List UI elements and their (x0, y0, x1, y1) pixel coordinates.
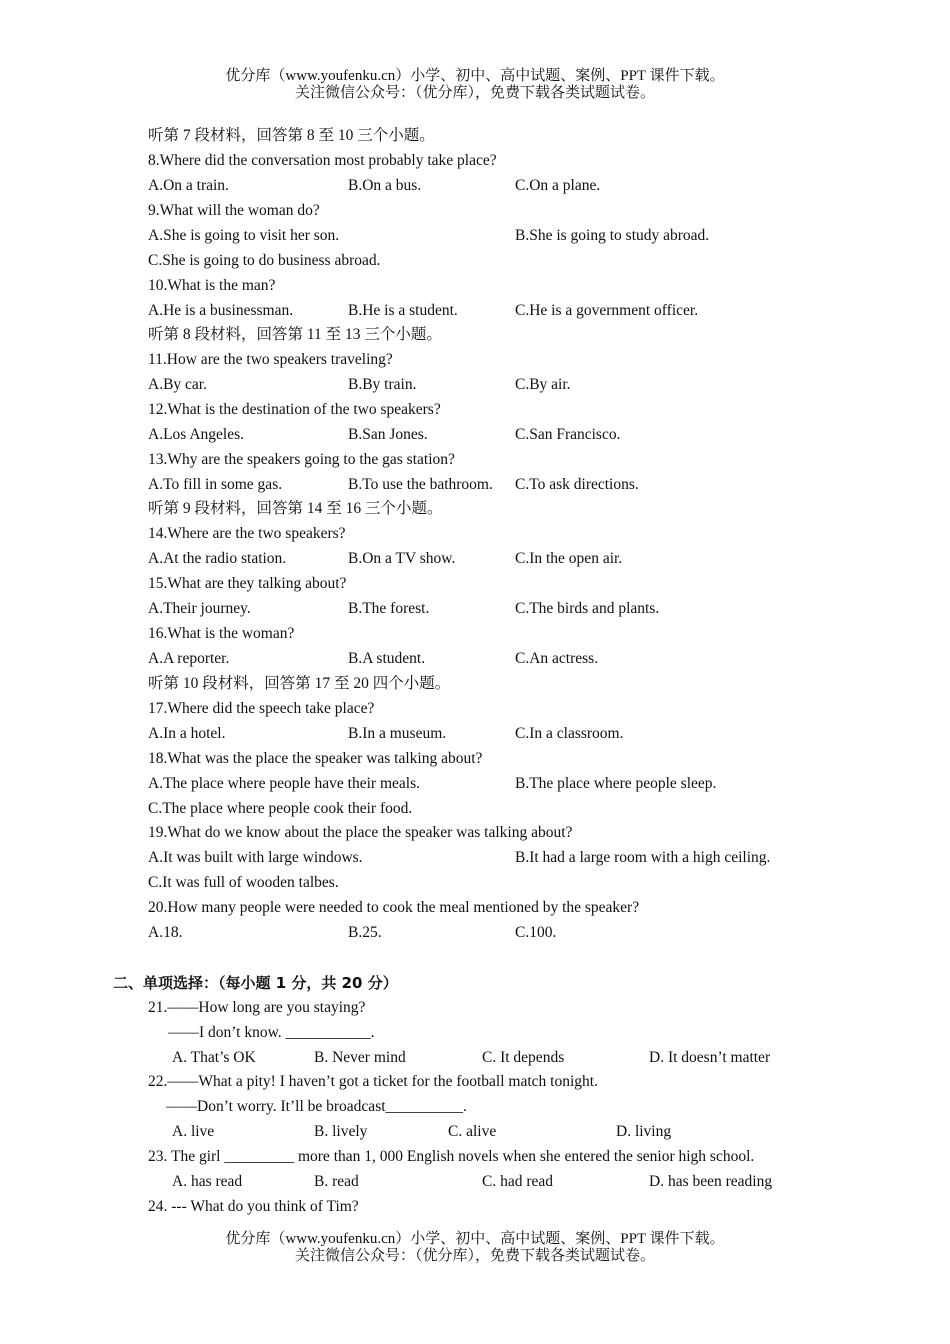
option-16a: A.A reporter. (148, 650, 230, 667)
option-14b: B.On a TV show. (348, 550, 456, 567)
options-row-14 (0, 548, 950, 570)
options-row-22 (0, 1121, 950, 1143)
option-21d: D. It doesn’t matter (649, 1049, 771, 1066)
question-22-line-1: 22.——What a pity! I haven’t got a ticket for the football match tonight. (148, 1073, 598, 1090)
option-8b: B.On a bus. (348, 177, 422, 194)
option-13b: B.To use the bathroom. (348, 476, 493, 493)
option-9b: B.She is going to study abroad. (515, 227, 710, 244)
option-19b: B.It had a large room with a high ceiling. (515, 849, 771, 866)
option-9c: C.She is going to do business abroad. (148, 252, 381, 269)
option-16c: C.An actress. (515, 650, 599, 667)
option-13a: A.To fill in some gas. (148, 476, 283, 493)
option-22a: A. live (172, 1123, 215, 1140)
option-23a: A. has read (172, 1173, 243, 1190)
option-10b: B.He is a student. (348, 302, 458, 319)
question-11: 11.How are the two speakers traveling? (148, 351, 393, 368)
header-line-1: 优分库（www.youfenku.cn）小学、初中、高中试题、案例、PPT 课件下载。 (225, 68, 725, 84)
section-7-instruction: 听第 7 段材料，回答第 8 至 10 三个小题。 (148, 127, 435, 144)
option-22b: B. lively (314, 1123, 368, 1140)
option-13c: C.To ask directions. (515, 476, 639, 493)
option-8c: C.On a plane. (515, 177, 601, 194)
option-19a: A.It was built with large windows. (148, 849, 363, 866)
footer-line-1: 优分库（www.youfenku.cn）小学、初中、高中试题、案例、PPT 课件下载。 (225, 1231, 725, 1247)
question-12: 12.What is the destination of the two speakers? (148, 401, 441, 418)
option-12a: A.Los Angeles. (148, 426, 245, 443)
question-22-line-2: ——Don’t worry. It’ll be broadcast__________. (166, 1098, 467, 1115)
options-row-12 (0, 424, 950, 446)
option-11c: C.By air. (515, 376, 571, 393)
section-8-instruction: 听第 8 段材料，回答第 11 至 13 三个小题。 (148, 326, 442, 343)
option-17a: A.In a hotel. (148, 725, 226, 742)
option-22d: D. living (616, 1123, 672, 1140)
option-19c: C.It was full of wooden talbes. (148, 874, 339, 891)
question-17: 17.Where did the speech take place? (148, 700, 375, 717)
options-row-20 (0, 922, 950, 944)
question-21-line-2: ——I don’t know. ___________. (168, 1024, 375, 1041)
question-21-line-1: 21.——How long are you staying? (148, 999, 366, 1016)
option-16b: B.A student. (348, 650, 426, 667)
options-row-8 (0, 175, 950, 197)
option-12b: B.San Jones. (348, 426, 428, 443)
section-2-title: 二、单项选择：（每小题 1 分，共 20 分） (113, 974, 398, 992)
options-row-9 (0, 225, 950, 247)
option-12c: C.San Francisco. (515, 426, 621, 443)
option-20a: A.18. (148, 924, 183, 941)
question-10: 10.What is the man? (148, 277, 276, 294)
option-15a: A.Their journey. (148, 600, 251, 617)
question-20: 20.How many people were needed to cook the meal mentioned by the speaker? (148, 899, 640, 916)
question-19: 19.What do we know about the place the speaker was talking about? (148, 824, 573, 841)
option-21c: C. It depends (482, 1049, 565, 1066)
option-11b: B.By train. (348, 376, 417, 393)
question-16: 16.What is the woman? (148, 625, 295, 642)
option-15c: C.The birds and plants. (515, 600, 660, 617)
option-11a: A.By car. (148, 376, 207, 393)
option-10c: C.He is a government officer. (515, 302, 699, 319)
option-17c: C.In a classroom. (515, 725, 624, 742)
option-8a: A.On a train. (148, 177, 229, 194)
option-23d: D. has been reading (649, 1173, 773, 1190)
question-8: 8.Where did the conversation most probably take place? (148, 152, 497, 169)
option-9a: A.She is going to visit her son. (148, 227, 340, 244)
option-23c: C. had read (482, 1173, 554, 1190)
question-15: 15.What are they talking about? (148, 575, 347, 592)
option-23b: B. read (314, 1173, 359, 1190)
option-21b: B. Never mind (314, 1049, 406, 1066)
question-9: 9.What will the woman do? (148, 202, 320, 219)
option-14a: A.At the radio station. (148, 550, 287, 567)
option-10a: A.He is a businessman. (148, 302, 294, 319)
page-header (0, 68, 950, 102)
option-22c: C. alive (448, 1123, 497, 1140)
option-21a: A. That’s OK (172, 1049, 256, 1066)
options-row-16 (0, 648, 950, 670)
footer-line-2: 关注微信公众号：（优分库），免费下载各类试题试卷。 (294, 1248, 655, 1264)
option-18c: C.The place where people cook their food. (148, 800, 413, 817)
option-17b: B.In a museum. (348, 725, 447, 742)
question-24-line-1: 24. --- What do you think of Tim? (148, 1198, 359, 1215)
option-18b: B.The place where people sleep. (515, 775, 717, 792)
option-18a: A.The place where people have their meals. (148, 775, 420, 792)
options-row-17 (0, 723, 950, 745)
header-line-2: 关注微信公众号：（优分库），免费下载各类试题试卷。 (294, 85, 655, 101)
question-14: 14.Where are the two speakers? (148, 525, 346, 542)
page-footer (0, 1231, 950, 1265)
options-row-13 (0, 474, 950, 496)
options-row-11 (0, 374, 950, 396)
options-row-18 (0, 773, 950, 795)
question-23-line-1: 23. The girl _________ more than 1, 000 English novels when she entered the senior high school. (148, 1148, 755, 1165)
option-20b: B.25. (348, 924, 382, 941)
options-row-10 (0, 300, 950, 322)
section-10-instruction: 听第 10 段材料，回答第 17 至 20 四个小题。 (148, 675, 451, 692)
option-20c: C.100. (515, 924, 557, 941)
section-9-instruction: 听第 9 段材料，回答第 14 至 16 三个小题。 (148, 500, 443, 517)
option-14c: C.In the open air. (515, 550, 623, 567)
options-row-21 (0, 1047, 950, 1069)
question-13: 13.Why are the speakers going to the gas station? (148, 451, 455, 468)
options-row-19 (0, 847, 950, 869)
option-15b: B.The forest. (348, 600, 430, 617)
options-row-23 (0, 1171, 950, 1193)
question-18: 18.What was the place the speaker was talking about? (148, 750, 483, 767)
options-row-15 (0, 598, 950, 620)
